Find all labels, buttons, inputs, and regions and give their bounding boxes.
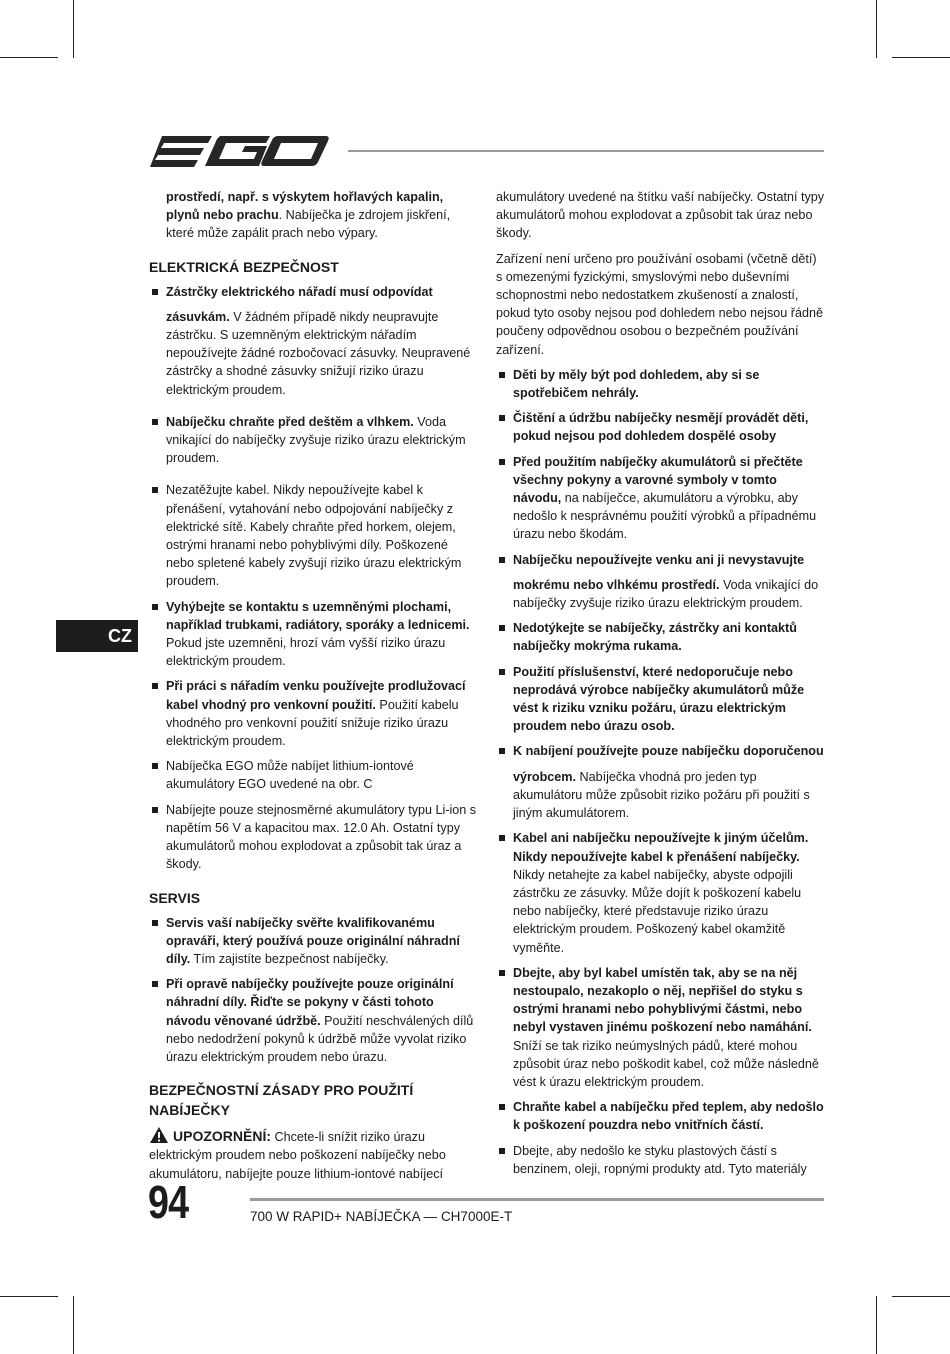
paragraph: mokrému nebo vlhkému prostředí. Voda vnikající do nabíječky zvyšuje riziko úrazu elektrickým proudem.	[513, 577, 819, 611]
language-tab: CZ	[56, 620, 138, 652]
list-item: Nabíječku nepoužívejte venku ani ji nevystavujte	[496, 551, 826, 569]
list-item: K nabíjení používejte pouze nabíječku doporučenou	[496, 742, 826, 760]
section-heading: ELEKTRICKÁ BEZPEČNOST	[149, 258, 339, 275]
list-item: Před použitím nabíječky akumulátorů si přečtěte všechny pokyny a varovné symboly v tomto návodu, na nabíječce, akumulátoru a výrobku, aby nedošlo k nesprávnému použití výrobků a případnému úrazu nebo škodám.	[496, 453, 826, 544]
crop-mark	[892, 57, 950, 58]
list-item: Chraňte kabel a nabíječku před teplem, aby nedošlo k poškození pouzdra nebo vnitřních částí.	[496, 1098, 826, 1134]
warning-paragraph: UPOZORNĚNÍ: Chcete-li snížit riziko úrazu elektrickým proudem nebo poškození nabíječky nebo akumulátoru, nabíjejte pouze lithium-iontové nabíjecí	[149, 1128, 446, 1181]
crop-mark	[892, 1296, 950, 1297]
warning-icon	[149, 1126, 169, 1144]
page-number: 94	[148, 1176, 189, 1228]
list-item: Při práci s nářadím venku používejte prodlužovací kabel vhodný pro venkovní použití. Použití kabelu vhodného pro venkovní použití snižuje riziko úrazu elektrickým proudem.	[149, 677, 479, 750]
paragraph: zásuvkám. V žádném případě nikdy neupravujte zástrčku. S uzemněným elektrickým nářadím nepoužívejte žádné rozbočovací zásuvky. Neupravené zástrčky a shodné zásuvky snižují riziko úrazu elektrickým proudem.	[166, 309, 471, 397]
list-item: Kabel ani nabíječku nepoužívejte k jiným účelům. Nikdy nepoužívejte kabel k přenášení nabíječky. Nikdy netahejte za kabel nabíječky, abyste odpojili zástrčku ze zásuvky. Může dojít k poškození kabelu nebo nabíječky, které představuje riziko úrazu elektrickým proudem. Poškozený kabel okamžitě vyměňte.	[496, 829, 826, 956]
crop-mark	[876, 1296, 877, 1354]
crop-mark	[73, 1296, 74, 1354]
crop-mark	[0, 1296, 58, 1297]
right-column	[496, 188, 826, 1185]
paragraph: výrobcem. Nabíječka vhodná pro jeden typ akumulátoru může způsobit riziko požáru při použití s jiným akumulátorem.	[513, 769, 810, 821]
section-heading: BEZPEČNOSTNÍ ZÁSADY PRO POUŽITÍ NABÍJEČKY	[149, 1082, 414, 1119]
list-item: Nabíječka EGO může nabíjet lithium-iontové akumulátory EGO uvedené na obr. C	[149, 757, 479, 793]
paragraph: akumulátory uvedené na štítku vaší nabíječky. Ostatní typy akumulátorů mohou explodovat a způsobit tak úraz nebo škody.	[496, 190, 825, 241]
list-item: Vyhýbejte se kontaktu s uzemněnými plochami, například trubkami, radiátory, sporáky a lednicemi. Pokud jste uzemněni, hrozí vám vyšší riziko úrazu elektrickým proudem.	[149, 598, 479, 671]
list-item: Nabíjejte pouze stejnosměrné akumulátory typu Li-ion s napětím 56 V a kapacitou max. 12.0 Ah. Ostatní typy akumulátorů mohou explodovat a způsobit tak úraz a škody.	[149, 801, 479, 874]
footer-rule	[250, 1198, 824, 1201]
list-item: Nabíječku chraňte před deštěm a vlhkem. Voda vnikající do nabíječky zvyšuje riziko úrazu elektrickým proudem.	[149, 413, 479, 468]
header-rule	[348, 150, 824, 152]
crop-mark	[73, 0, 74, 58]
list-item: Dbejte, aby byl kabel umístěn tak, aby se na něj nestoupalo, nezakoplo o něj, nepřišel do styku s ostrými hranami nebo pohyblivými částmi, nebo nebyl vystaven jinému poškození nebo namáhání. Sníží se tak riziko neúmyslných pádů, které mohou způsobit úraz nebo poškodit kabel, což může následně vést k úrazu elektrickým proudem.	[496, 964, 826, 1091]
list-item: Použití příslušenství, které nedoporučuje nebo neprodává výrobce nabíječky akumulátorů může vést k riziku vzniku požáru, úrazu elektrickým proudem nebo úrazu osob.	[496, 663, 826, 736]
list-item: Nezatěžujte kabel. Nikdy nepoužívejte kabel k přenášení, vytahování nebo odpojování nabíječky z elektrické sítě. Kabely chraňte před horkem, olejem, ostrými hranami nebo pohyblivými díly. Poškozené nebo spletené kabely zvyšují riziko úrazu elektrickým proudem.	[149, 481, 479, 590]
list-item: Servis vaší nabíječky svěřte kvalifikovanému opraváři, který používá pouze originální náhradní díly. Tím zajistíte bezpečnost nabíječky.	[149, 914, 479, 969]
paragraph: prostředí, např. s výskytem hořlavých kapalin, plynů nebo prachu. Nabíječka je zdrojem jiskření, které může zapálit prach nebo výpary.	[166, 190, 451, 241]
list-item: Zástrčky elektrického nářadí musí odpovídat	[149, 283, 479, 301]
footer-title: 700 W RAPID+ NABÍJEČKA — CH7000E-T	[250, 1209, 513, 1224]
section-heading: SERVIS	[149, 889, 201, 906]
list-item: Nedotýkejte se nabíječky, zástrčky ani kontaktů nabíječky mokrýma rukama.	[496, 619, 826, 655]
paragraph: Zařízení není určeno pro používání osobami (včetně dětí) s omezenými fyzickými, smyslovými nebo duševními schopnostmi nebo nedostatkem zkušeností a znalostí, pokud tyto osoby nejsou pod dohledem nebo nejsou řádně poučeny odpovědnou osobou o bezpečném používání zařízení.	[496, 251, 823, 357]
crop-mark	[876, 0, 877, 58]
list-item: Čištění a údržbu nabíječky nesmějí provádět děti, pokud nejsou pod dohledem dospělé osoby	[496, 409, 826, 445]
list-item: Dbejte, aby nedošlo ke styku plastových částí s benzinem, oleji, ropnými produkty atd. Tyto materiály	[496, 1142, 826, 1178]
left-column	[149, 188, 479, 1183]
list-item: Při opravě nabíječky používejte pouze originální náhradní díly. Řiďte se pokyny v části tohoto návodu věnované údržbě. Použití neschválených dílů nebo nedodržení pokynů k údržbě může vyvolat riziko úrazu elektrickým proudem nebo úrazu.	[149, 975, 479, 1066]
list-item: Děti by měly být pod dohledem, aby si se spotřebičem nehrály.	[496, 366, 826, 402]
ego-logo	[150, 130, 330, 172]
crop-mark	[0, 57, 58, 58]
